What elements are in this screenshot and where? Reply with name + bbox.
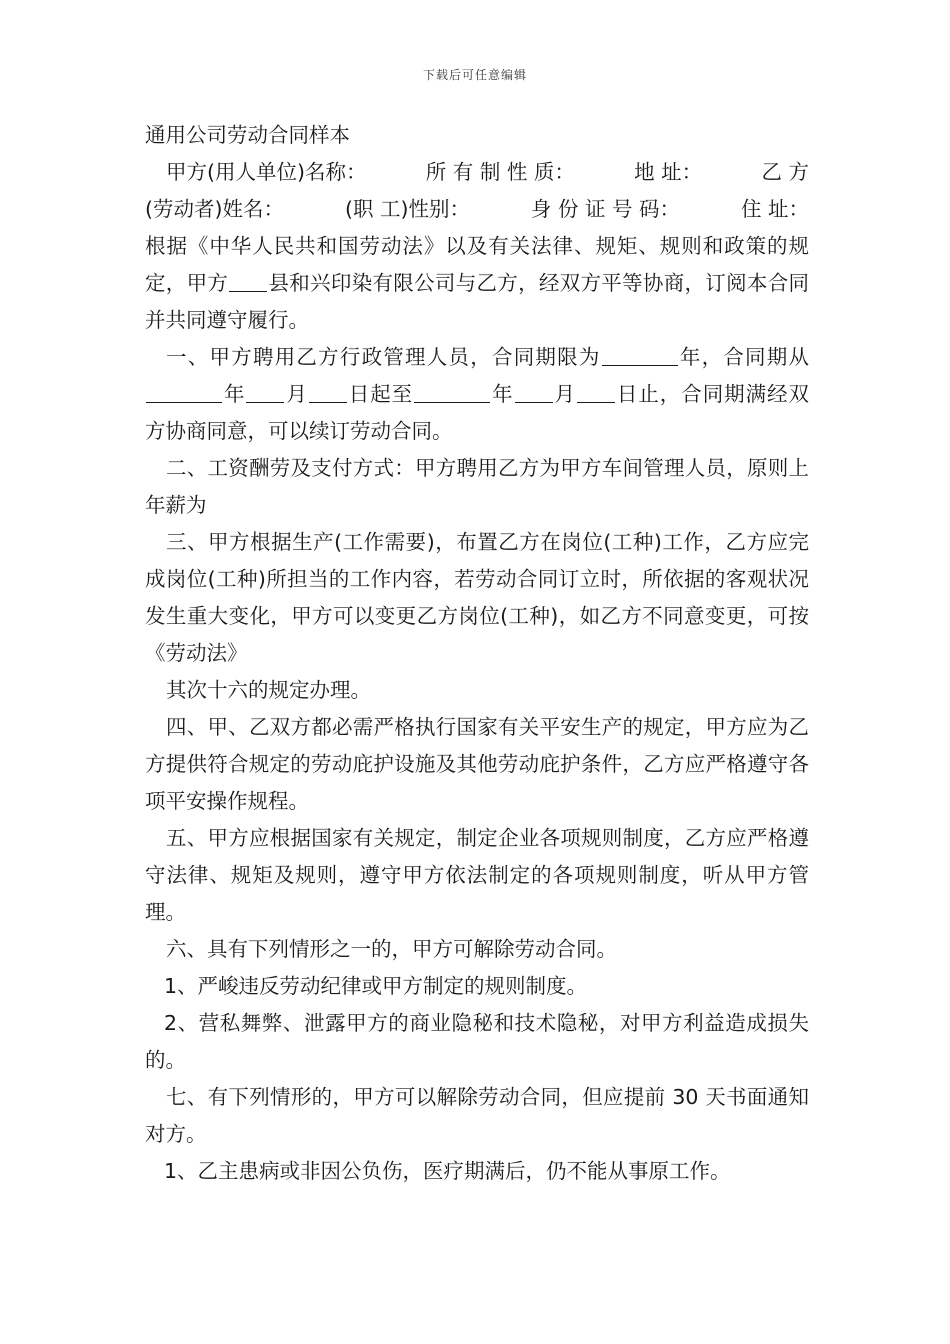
clause-6: 六、具有下列情形之一的，甲方可解除劳动合同。 [166,937,617,961]
clause-5: 五、甲方应根据国家有关规定，制定企业各项规则制度，乙方应严格遵守法律、规矩及规则，遵守甲方依法制定的各项规则制度，听从甲方管理。 [145,826,809,924]
clause-1-text: 年，合同期从 [678,345,810,369]
clause-3: 三、甲方根据生产(工作需要)，布置乙方在岗位(工种)工作，乙方应完成岗位(工种)所担当的工作内容，若劳动合同订立时，所依据的客观状况发生重大变化，甲方可以变更乙方岗位(工种)，如乙方不同意变更，可按《劳动法》 [145,530,809,665]
party-info-line-1 [145,154,809,191]
clause-1 [145,339,809,450]
intro-text-b: 县和兴印染有限公司与乙方，经双方平等协商，订阅本合同并共同遵守履行。 [145,271,810,332]
document-title: 通用公司劳动合同样本 [145,123,350,147]
blank-field [229,290,267,292]
clause-1-text: 月 [553,382,576,406]
blank-field [602,364,678,366]
worker-name-label: (劳动者)姓名： [145,197,284,221]
clause-1-text: 日止，合同期满经双方协商同意，可以续订劳动合同。 [145,382,810,443]
clause-1-text: 年 [223,382,246,406]
clause-6-item-1: 1、严峻违反劳动纪律或甲方制定的规则制度。 [164,974,588,998]
clause-1-text: 年 [491,382,514,406]
blank-field [309,401,347,403]
clause-1-text: 一、甲方聘用乙方行政管理人员，合同期限为 [166,345,601,369]
clause-7-item-1: 1、乙主患病或非因公负伤，医疗期满后，仍不能从事原工作。 [164,1159,731,1183]
blank-field [515,401,553,403]
address-label: 地 址： [634,160,703,184]
gender-label: (职 工)性别： [344,197,470,221]
blank-field [577,401,615,403]
intro-text-a: 根据《中华人民共和国劳动法》以及有关法律、规矩、规则和政策的规定，甲方 [145,234,809,295]
party-info-line-2 [145,191,809,228]
clause-7: 七、有下列情形的，甲方可以解除劳动合同，但应提前 30 天书面通知对方。 [145,1085,809,1146]
clause-4: 四、甲、乙双方都必需严格执行国家有关平安生产的规定，甲方应为乙方提供符合规定的劳动庇护设施及其他劳动庇护条件，乙方应严格遵守各项平安操作规程。 [145,715,809,813]
employer-name-label: 甲方(用人单位)名称： [166,160,367,184]
clause-1-text: 日起至 [347,382,414,406]
residence-label: 住 址： [740,197,809,221]
document-body [145,117,809,1190]
clause-6-item-2: 2、营私舞弊、泄露甲方的商业隐秘和技术隐秘，对甲方利益造成损失的。 [145,1011,809,1072]
page-header-note: 下载后可任意编辑 [422,68,527,82]
clause-3-continued: 其次十六的规定办理。 [166,678,371,702]
intro-paragraph [145,228,809,339]
blank-field [246,401,284,403]
blank-field [146,401,222,403]
ownership-nature-label: 所 有 制 性 质： [425,160,575,184]
id-number-label: 身 份 证 号 码： [530,197,680,221]
clause-2: 二、工资酬劳及支付方式：甲方聘用乙方为甲方车间管理人员，原则上年薪为 [145,456,809,517]
clause-1-text: 月 [285,382,308,406]
blank-field [414,401,490,403]
party-b-label: 乙 方 [761,160,809,184]
